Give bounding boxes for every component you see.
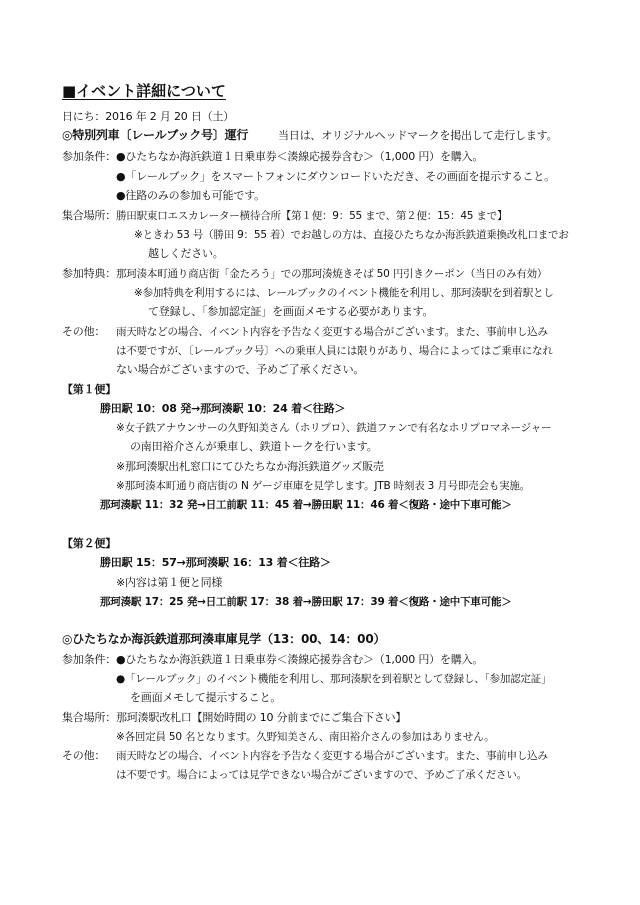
train-meeting-note: ※ときわ 53 号（勝田 9：55 着）でお越しの方は、直接ひたちなか海浜鉄道乗換改札口までお: [134, 229, 569, 241]
train-meeting-label: 集合場所：: [62, 209, 116, 222]
page-title: ■イベント詳細について: [62, 82, 226, 100]
train-other-label: その他：: [62, 325, 106, 338]
train-condition-item: ●往路のみの参加も可能です。: [116, 189, 265, 202]
depot-section-heading: ◎ひたちなか海浜鉄道那珂湊車庫見学（13：00、14：00）: [62, 632, 386, 646]
trip2-note: ※内容は第１便と同様: [116, 576, 223, 589]
depot-condition-item: を画面メモして提示すること。: [130, 691, 282, 704]
trip1-note: の南田裕介さんが乗車し、鉄道トークを行います。: [130, 440, 378, 453]
depot-other-text: 雨天時などの場合、イベント内容を予告なく変更する場合がございます。また、事前申し込み: [116, 750, 548, 762]
train-benefit-note: て登録し、「参加認定証」を画面メモする必要があります。: [148, 305, 434, 318]
trip2-outbound: 勝田駅 15：57→那珂湊駅 16：13 着＜往路＞: [100, 556, 331, 569]
depot-condition-item: ●ひたちなか海浜鉄道１日乗車券＜湊線応援券含む＞（1,000 円）を購入。: [116, 653, 484, 666]
train-benefit-label: 参加特典：: [62, 267, 116, 280]
depot-meeting-note: ※各回定員 50 名となります。久野知美さん、南田裕介さんの参加はありません。: [116, 731, 495, 743]
depot-meeting-label: 集合場所：: [62, 711, 116, 724]
depot-conditions-label: 参加条件：: [62, 653, 116, 666]
train-heading-note: 当日は、オリジナルヘッドマークを掲出して走行します。: [278, 129, 558, 142]
trip1-return: 那珂湊駅 11：32 発→日工前駅 11：45 着→勝田駅 11：46 着＜復路・途中下車可能＞: [100, 499, 512, 511]
trip2-heading: 【第２便】: [62, 537, 116, 550]
trip1-note: ※那珂湊駅出札窓口にてひたちなか海浜鉄道グッズ販売: [116, 460, 384, 473]
trip1-outbound: 勝田駅 10：08 発→那珂湊駅 10：24 着＜往路＞: [100, 402, 346, 415]
train-other-text: ない場合がございますので、予めご了承ください。: [116, 363, 365, 376]
train-meeting-note: 越しください。: [148, 247, 224, 260]
trip2-return: 那珂湊駅 17：25 発→日工前駅 17：38 着→勝田駅 17：39 着＜復路・途中下車可能＞: [100, 596, 512, 608]
event-date: 日にち：2016 年 2 月 20 日（土）: [62, 110, 235, 123]
depot-meeting-place: 那珂湊駅改札口【開始時間の 10 分前までにご集合下さい】: [116, 711, 407, 724]
train-benefit-text: 那珂湊本町通り商店街「金たろう」での那珂湊焼きそば 50 円引きクーポン（当日のみ有効）: [116, 268, 548, 280]
trip1-note: ※女子鉄アナウンサーの久野知美さん（ホリプロ）、鉄道ファンで有名なホリプロマネージャー: [116, 422, 552, 434]
depot-condition-item: ●「レールブック」のイベント機能を利用し、那珂湊駅を到着駅として登録し、「参加認定証」: [116, 673, 552, 685]
train-section-heading: ◎特別列車〔レールブック号〕運行: [62, 128, 249, 142]
train-condition-item: ●「レールブック」をスマートフォンにダウンロードいただき、その画面を提示すること。: [116, 170, 555, 183]
train-condition-item: ●ひたちなか海浜鉄道１日乗車券＜湊線応援券含む＞（1,000 円）を購入。: [116, 150, 484, 163]
depot-other-text: は不要です。場合によっては見学できない場合がございますので、予めご了承ください。: [116, 769, 527, 781]
train-meeting-place: 勝田駅東口エスカレーター横待合所【第１便：9：55 まで、第２便：15：45 まで】: [116, 210, 508, 222]
depot-other-label: その他：: [62, 749, 106, 762]
train-other-text: 雨天時などの場合、イベント内容を予告なく変更する場合がございます。また、事前申し込み: [116, 326, 548, 338]
trip1-note: ※那珂湊本町通り商店街の N ゲージ車庫を見学します。JTB 時刻表 3 月号即売会も実施。: [116, 480, 530, 492]
train-other-text: は不要ですが、〔レールブック号〕への乗車人員には限りがあり、場合によってはご乗車になれ: [116, 345, 553, 357]
train-benefit-note: ※参加特典を利用するには、レールブックのイベント機能を利用し、那珂湊駅を到着駅とし: [134, 287, 554, 299]
trip1-heading: 【第１便】: [62, 383, 116, 396]
train-conditions-label: 参加条件：: [62, 150, 116, 163]
